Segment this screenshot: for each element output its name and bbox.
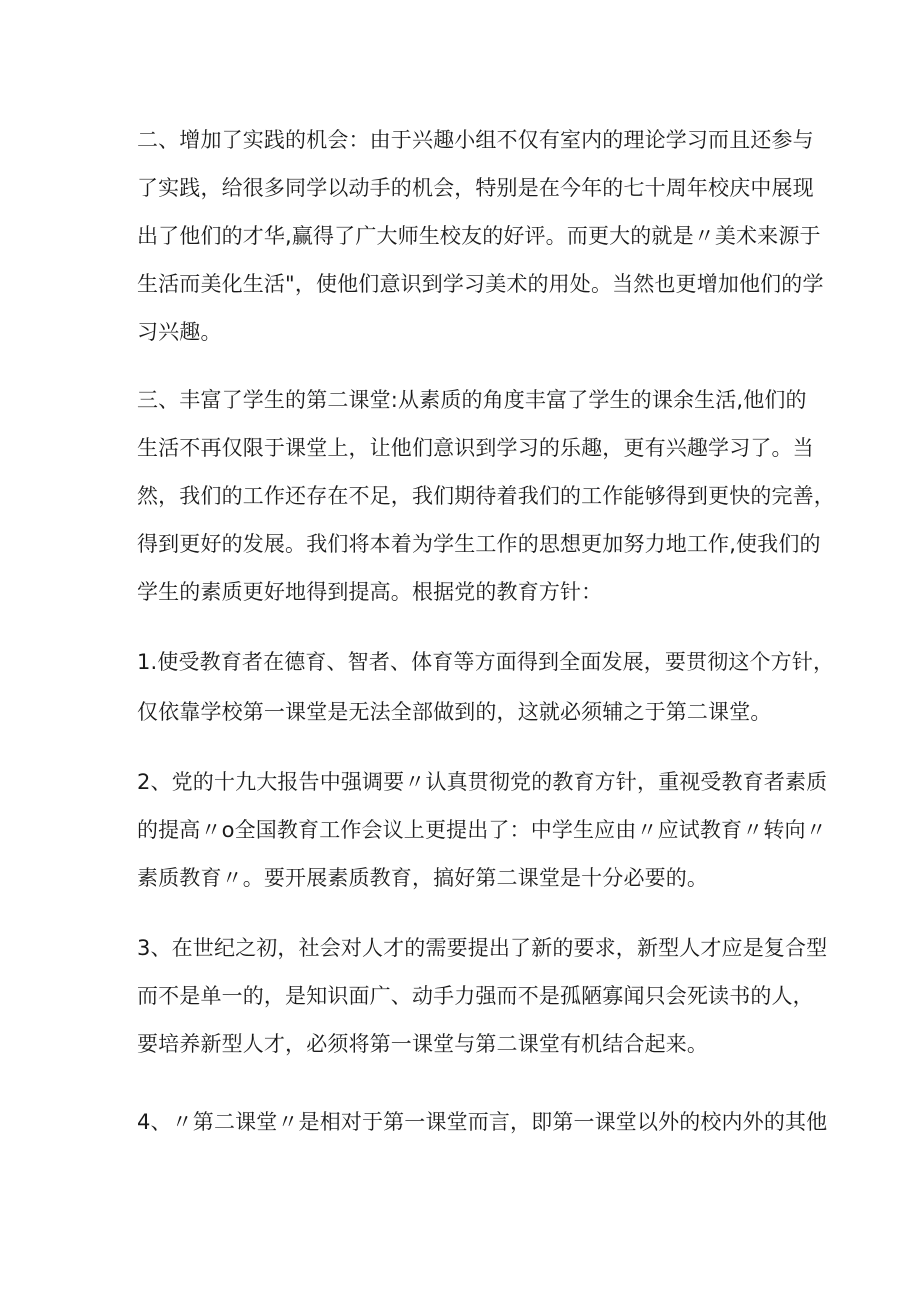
paragraph-4-line-3: 素质教育〃。要开展素质教育，搞好第二课堂是十分必要的。 (137, 866, 709, 890)
paragraph-1-line-2: 了实践，给很多同学以动手的机会，特别是在今年的七十周年校庆中展现 (137, 176, 814, 200)
paragraph-6-line-1: 4、〃第二课堂〃是相对于第一课堂而言，即第一课堂以外的校内外的其他 (137, 1110, 828, 1134)
paragraph-5-line-2: 而不是单一的，是知识面广、动手力强而不是孤陋寡闻只会死读书的人， (137, 984, 814, 1008)
paragraph-2-line-1: 三、丰富了学生的第二课堂:从素质的角度丰富了学生的课余生活,他们的 (137, 388, 807, 412)
paragraph-5-line-3: 要培养新型人才，必须将第一课堂与第二课堂有机结合起来。 (137, 1032, 709, 1056)
paragraph-2-line-3: 然，我们的工作还存在不足，我们期待着我们的工作能够得到更快的完善， (137, 484, 835, 508)
paragraph-4-line-2: 的提高〃o全国教育工作会议上更提出了：中学生应由〃应试教育〃转向〃 (137, 818, 827, 842)
paragraph-4-line-1: 2、党的十九大报告中强调要〃认真贯彻党的教育方针，重视受教育者素质 (137, 770, 828, 794)
paragraph-1-line-1: 二、增加了实践的机会：由于兴趣小组不仅有室内的理论学习而且还参与 (137, 128, 814, 152)
paragraph-2-line-5: 学生的素质更好地得到提高。根据党的教育方针： (137, 580, 603, 604)
paragraph-1-line-4: 生活而美化生活"，使他们意识到学习美术的用处。当然也更增加他们的学 (137, 272, 824, 296)
paragraph-1-line-5: 习兴趣。 (137, 320, 222, 344)
paragraph-5-line-1: 3、在世纪之初，社会对人才的需要提出了新的要求，新型人才应是复合型 (137, 936, 828, 960)
paragraph-3-line-1: 1.使受教育者在德育、智者、体育等方面得到全面发展，要贯彻这个方针， (137, 650, 835, 674)
paragraph-2-line-4: 得到更好的发展。我们将本着为学生工作的思想更加努力地工作,使我们的 (137, 532, 821, 556)
paragraph-2-line-2: 生活不再仅限于课堂上，让他们意识到学习的乐趣，更有兴趣学习了。当 (137, 436, 814, 460)
paragraph-1-line-3: 出了他们的才华,赢得了广大师生校友的好评。而更大的就是〃美术来源于 (137, 224, 821, 248)
paragraph-3-line-2: 仅依靠学校第一课堂是无法全部做到的，这就必须辅之于第二课堂。 (137, 700, 772, 724)
